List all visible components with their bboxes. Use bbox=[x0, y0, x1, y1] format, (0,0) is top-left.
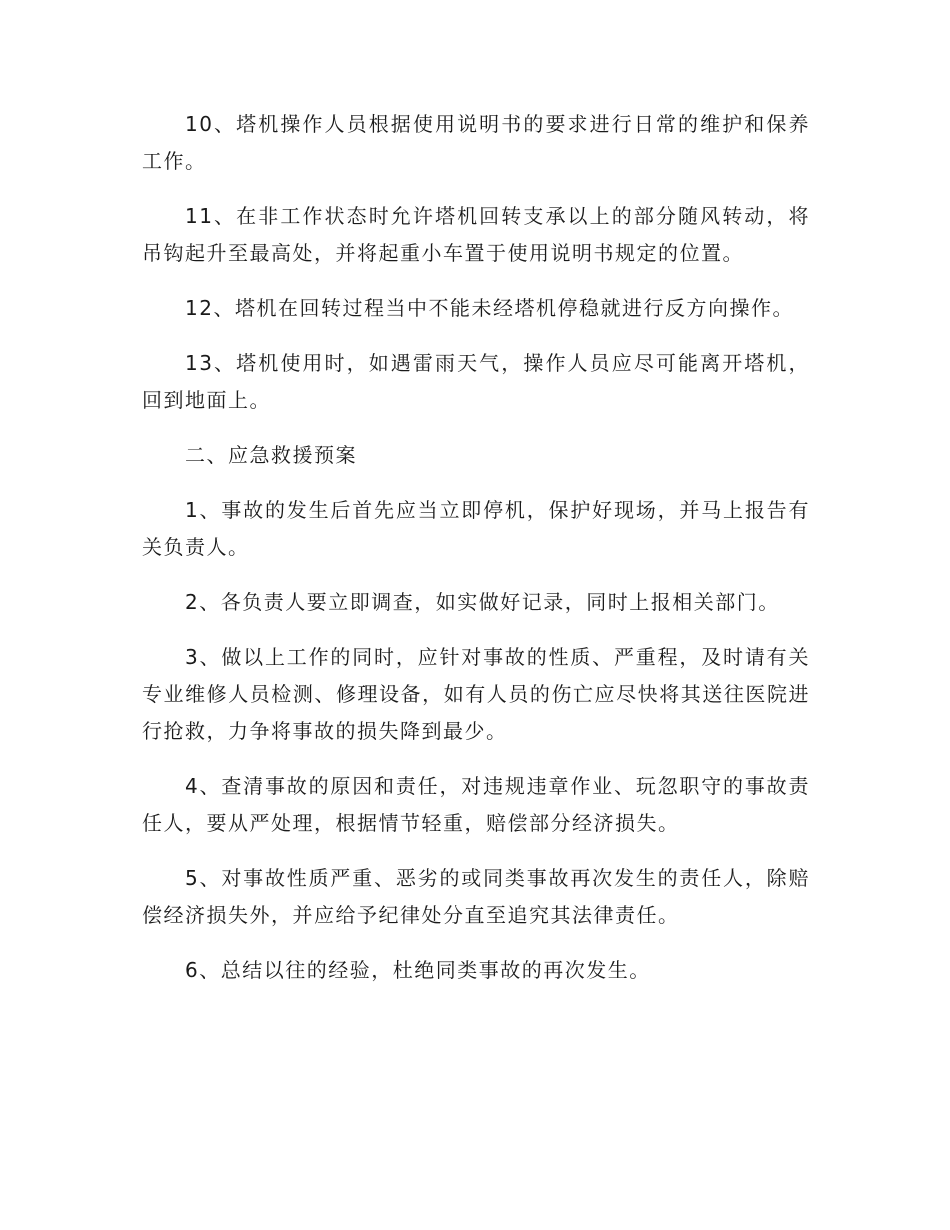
paragraph-item-11: 11、在非工作状态时允许塔机回转支承以上的部分随风转动，将吊钩起升至最高处，并将起重小车置于使用说明书规定的位置。 bbox=[142, 204, 810, 265]
document-body bbox=[142, 106, 810, 1007]
paragraph-item-13: 13、塔机使用时，如遇雷雨天气，操作人员应尽可能离开塔机，回到地面上。 bbox=[142, 351, 810, 412]
section-heading-emergency-plan: 二、应急救援预案 bbox=[185, 443, 357, 467]
plan-item-1: 1、事故的发生后首先应当立即停机，保护好现场，并马上报告有关负责人。 bbox=[142, 498, 810, 559]
plan-item-2: 2、各负责人要立即调查，如实做好记录，同时上报相关部门。 bbox=[185, 590, 780, 614]
paragraph-item-10: 10、塔机操作人员根据使用说明书的要求进行日常的维护和保养工作。 bbox=[142, 112, 810, 173]
plan-item-4: 4、查清事故的原因和责任，对违规违章作业、玩忽职守的事故责任人，要从严处理，根据情节轻重，赔偿部分经济损失。 bbox=[142, 774, 810, 835]
plan-item-6: 6、总结以往的经验，杜绝同类事故的再次发生。 bbox=[185, 958, 651, 982]
plan-item-3: 3、做以上工作的同时，应针对事故的性质、严重程，及时请有关专业维修人员检测、修理设备，如有人员的伤亡应尽快将其送往医院进行抢救，力争将事故的损失降到最少。 bbox=[142, 645, 810, 743]
paragraph-item-12: 12、塔机在回转过程当中不能未经塔机停稳就进行反方向操作。 bbox=[185, 296, 794, 320]
plan-item-5: 5、对事故性质严重、恶劣的或同类事故再次发生的责任人，除赔偿经济损失外，并应给予纪律处分直至追究其法律责任。 bbox=[142, 866, 810, 927]
